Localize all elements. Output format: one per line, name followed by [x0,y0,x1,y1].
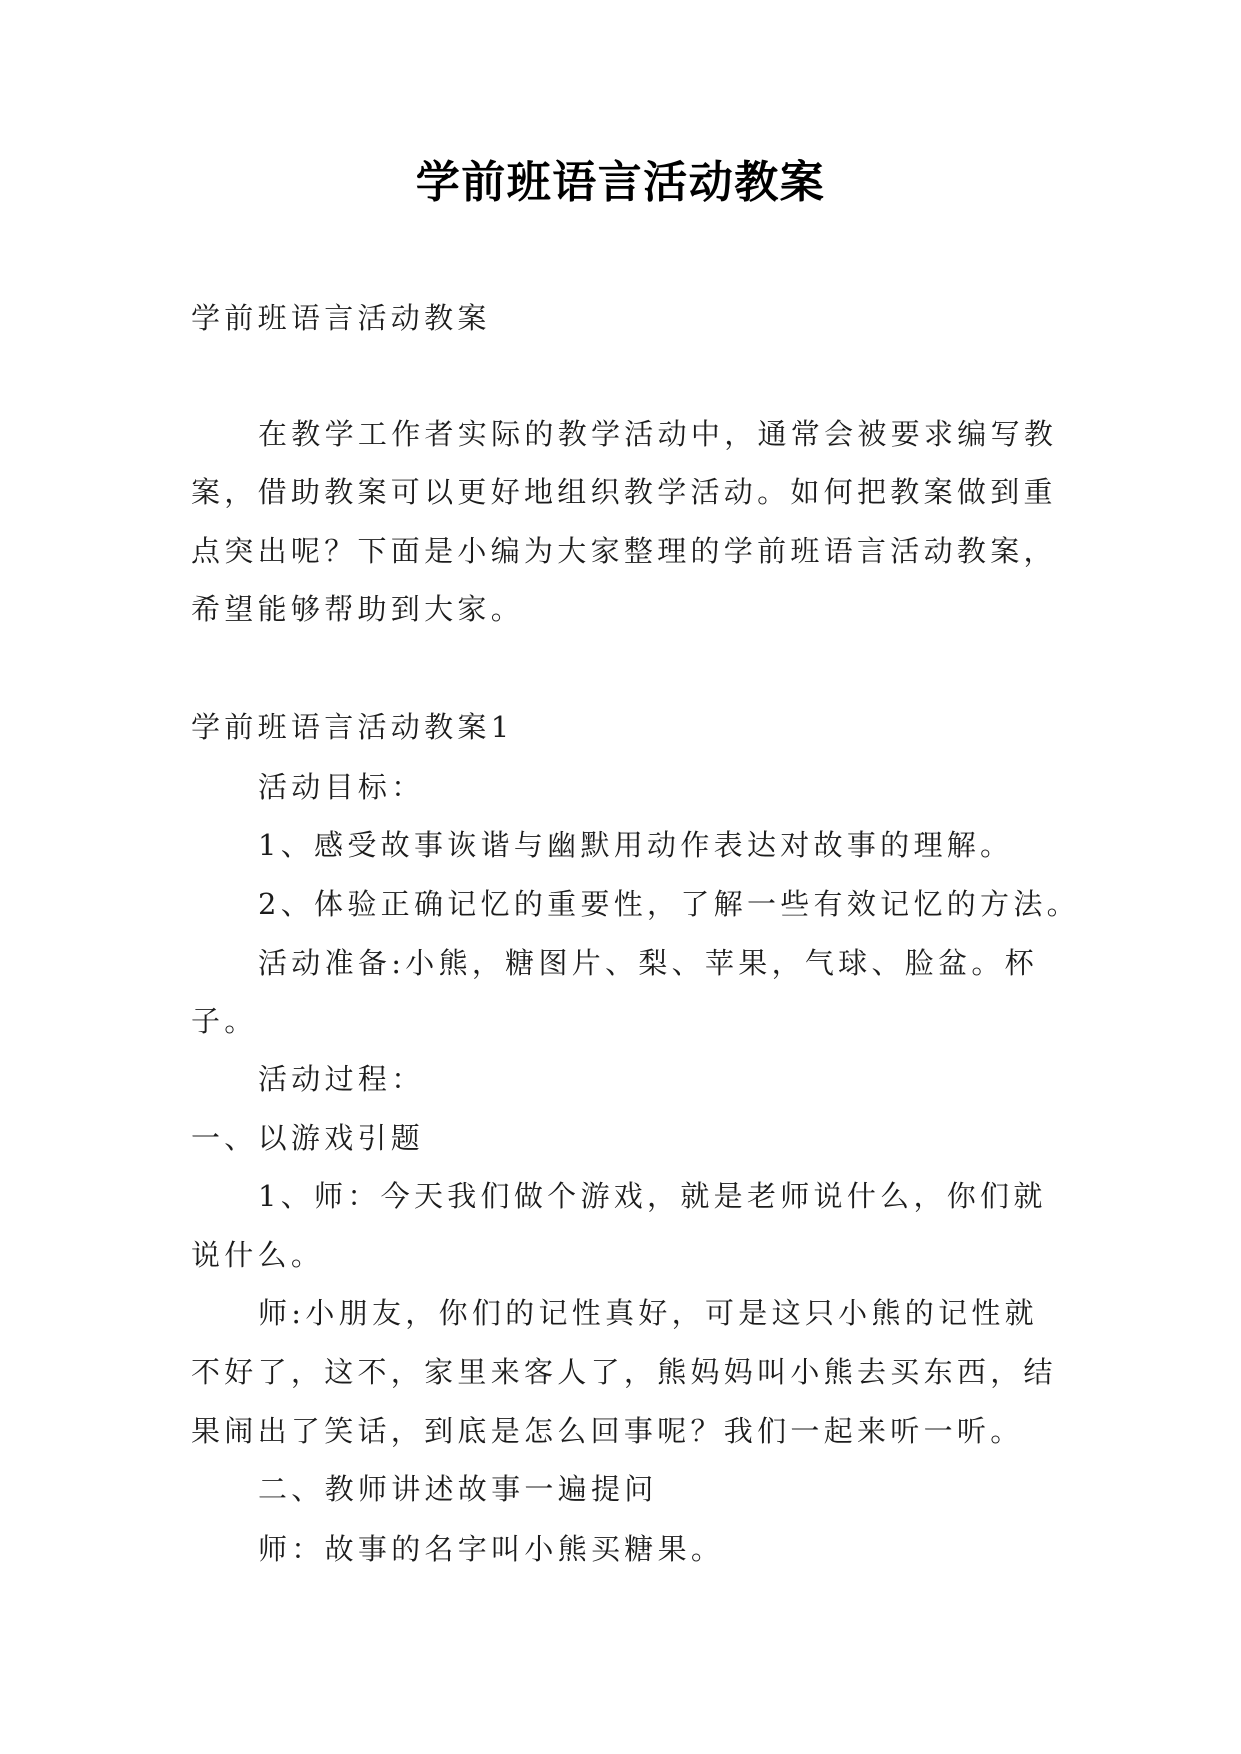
document-subtitle: 学前班语言活动教案 [191,301,491,335]
intro-line: 案，借助教案可以更好地组织教学活动。如何把教案做到重 [191,475,1057,509]
step-paragraph-line: 师:小朋友，你们的记性真好，可是这只小熊的记性就 [258,1296,1038,1330]
step-paragraph-line: 不好了，这不，家里来客人了，熊妈妈叫小熊去买东西，结 [191,1355,1057,1389]
step-paragraph-line: 1、师：今天我们做个游戏，就是老师说什么，你们就 [258,1179,1047,1213]
process-label: 活动过程： [258,1062,425,1096]
goal-item: 1、感受故事诙谐与幽默用动作表达对故事的理解。 [258,828,1014,862]
goal-item: 2、体验正确记忆的重要性，了解一些有效记忆的方法。 [258,887,1080,921]
step-paragraph-line: 果闹出了笑话，到底是怎么回事呢？我们一起来听一听。 [191,1414,1024,1448]
intro-line: 希望能够帮助到大家。 [191,592,525,626]
step-paragraph-line: 说什么。 [191,1238,325,1272]
document-title: 学前班语言活动教案 [415,157,826,208]
intro-line: 在教学工作者实际的教学活动中，通常会被要求编写教 [258,417,1058,451]
step-paragraph-line: 师：故事的名字叫小熊买糖果。 [258,1532,725,1566]
section-heading: 学前班语言活动教案1 [191,710,514,744]
preparation-line: 子。 [191,1004,258,1038]
step-heading: 一、以游戏引题 [191,1121,425,1155]
goals-label: 活动目标： [258,770,425,804]
step-heading: 二、教师讲述故事一遍提问 [258,1472,658,1506]
preparation-line: 活动准备:小熊，糖图片、梨、苹果，气球、脸盆。杯 [258,946,1038,980]
intro-line: 点突出呢？下面是小编为大家整理的学前班语言活动教案， [191,534,1057,568]
